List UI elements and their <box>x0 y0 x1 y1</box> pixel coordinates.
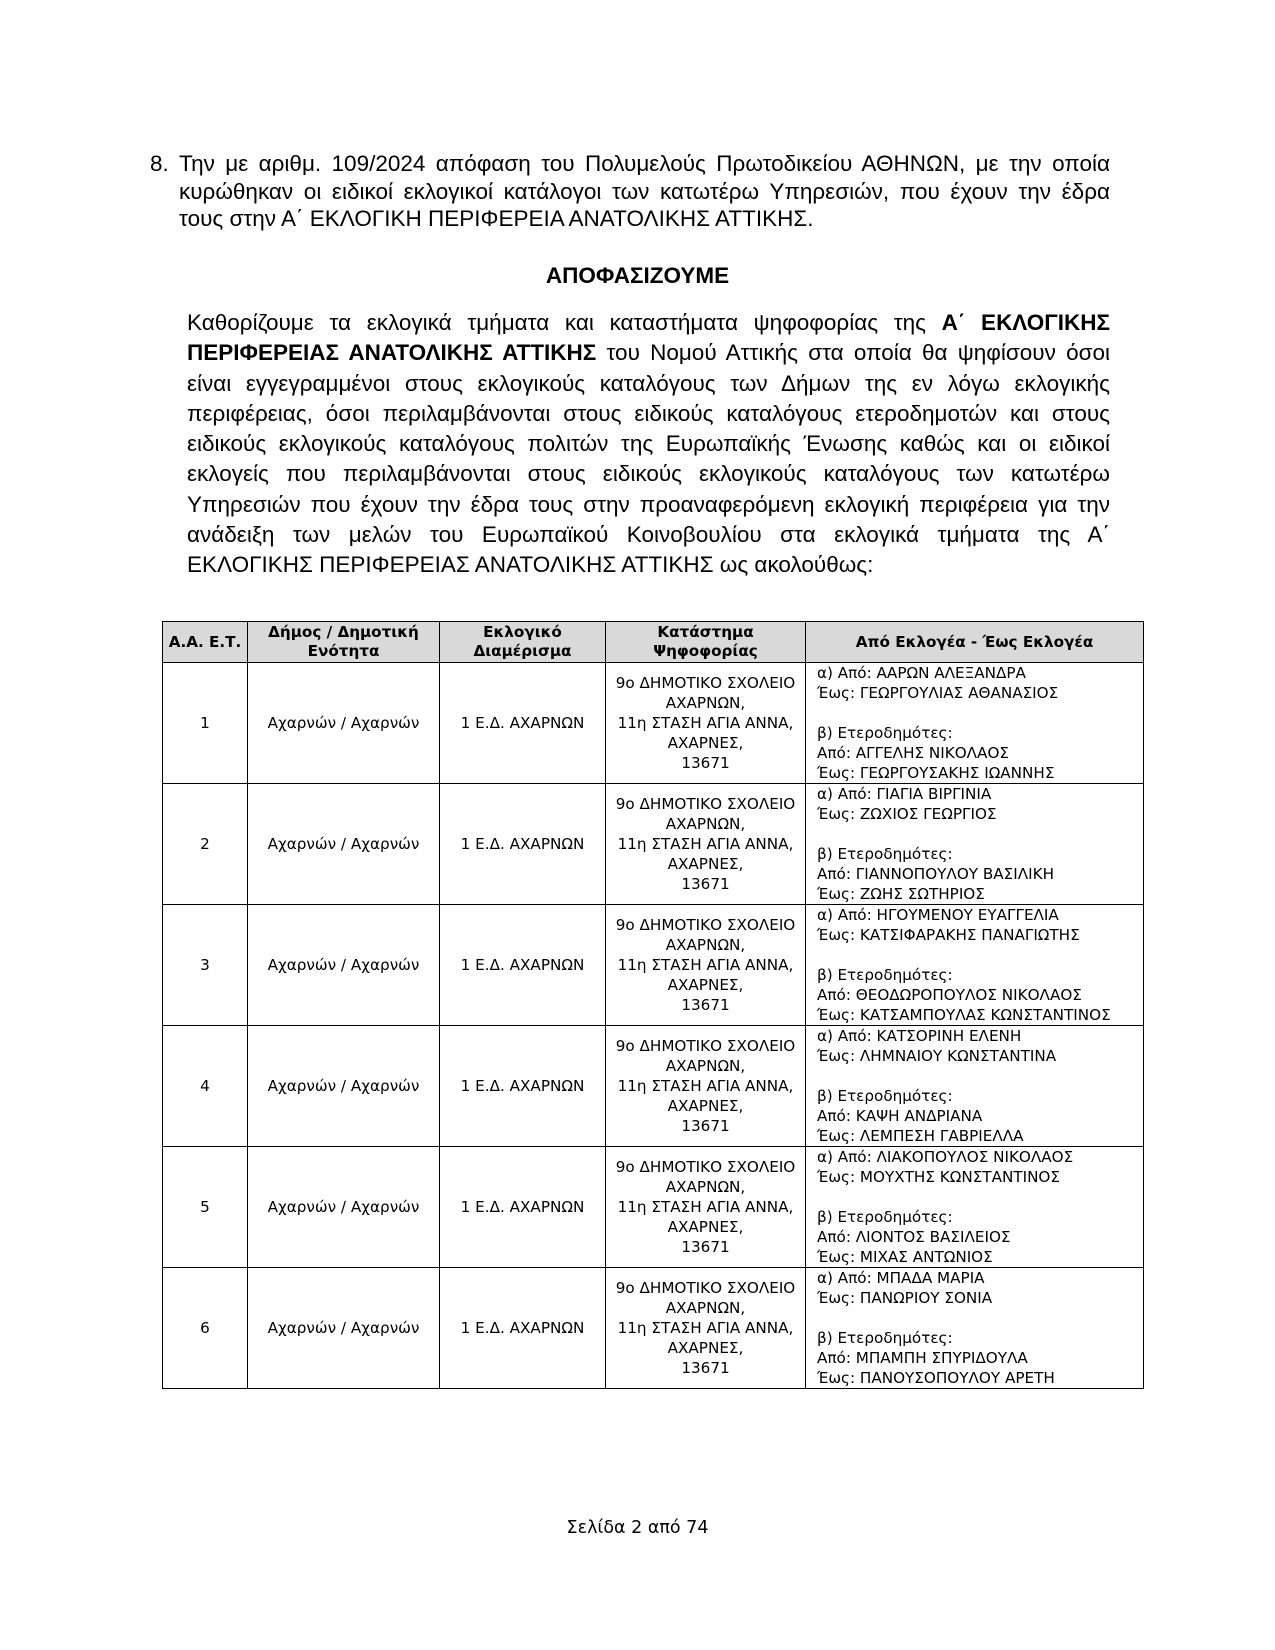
table-header-row <box>163 622 1144 663</box>
cell-katastima <box>606 784 806 905</box>
table-row <box>163 905 1144 1026</box>
katastima-line: 13671 <box>681 996 730 1014</box>
range-line: Έως: ΚΑΤΣΙΦΑΡΑΚΗΣ ΠΑΝΑΓΙΩΤΗΣ <box>817 926 1080 944</box>
page-number: Σελίδα 2 από 74 <box>566 1518 709 1538</box>
range-line: Από: ΘΕΟΔΩΡΟΠΟΥΛΟΣ ΝΙΚΟΛΑΟΣ <box>817 986 1082 1004</box>
katastima-line: 9ο ΔΗΜΟΤΙΚΟ ΣΧΟΛΕΙΟ <box>615 1037 796 1055</box>
cell-aa: 2 <box>163 784 248 905</box>
katastima-line: 11η ΣΤΑΣΗ ΑΓΙΑ ΑΝΝΑ, <box>617 956 794 974</box>
katastima-line: ΑΧΑΡΝΩΝ, <box>665 815 746 833</box>
range-line: Από: ΚΑΨΗ ΑΝΔΡΙΑΝΑ <box>817 1107 983 1125</box>
katastima-line: 9ο ΔΗΜΟΤΙΚΟ ΣΧΟΛΕΙΟ <box>615 674 796 692</box>
cell-aa: 6 <box>163 1268 248 1389</box>
range-line: Από: ΑΓΓΕΛΗΣ ΝΙΚΟΛΑΟΣ <box>817 744 1009 762</box>
range-line: Έως: ΚΑΤΣΑΜΠΟΥΛΑΣ ΚΩΝΣΤΑΝΤΙΝΟΣ <box>817 1006 1111 1024</box>
cell-katastima <box>606 1026 806 1147</box>
cell-diamerisma: 1 Ε.Δ. ΑΧΑΡΝΩΝ <box>440 905 606 1026</box>
cell-katastima <box>606 1147 806 1268</box>
cell-range <box>806 663 1144 784</box>
cell-diamerisma: 1 Ε.Δ. ΑΧΑΡΝΩΝ <box>440 1268 606 1389</box>
cell-aa: 5 <box>163 1147 248 1268</box>
katastima-line: ΑΧΑΡΝΕΣ, <box>667 1218 744 1236</box>
katastima-line: ΑΧΑΡΝΩΝ, <box>665 694 746 712</box>
header-range: Από Εκλογέα - Έως Εκλογέα <box>806 622 1144 663</box>
range-line: β) Ετεροδημότες: <box>817 1087 953 1105</box>
table-row <box>163 1026 1144 1147</box>
decision-heading: ΑΠΟΦΑΣΙΖΟΥΜΕ <box>545 263 730 288</box>
cell-range <box>806 1026 1144 1147</box>
range-line: α) Από: ΜΠΑΔΑ ΜΑΡΙΑ <box>817 1269 985 1287</box>
katastima-line: 9ο ΔΗΜΟΤΙΚΟ ΣΧΟΛΕΙΟ <box>615 916 796 934</box>
cell-katastima <box>606 905 806 1026</box>
range-line: β) Ετεροδημότες: <box>817 1208 953 1226</box>
cell-range <box>806 1268 1144 1389</box>
range-spacer <box>817 824 1143 844</box>
range-line: α) Από: ΛΙΑΚΟΠΟΥΛΟΣ ΝΙΚΟΛΑΟΣ <box>817 1148 1074 1166</box>
range-line: Έως: ΠΑΝΟΥΣΟΠΟΥΛΟΥ ΑΡΕΤΗ <box>817 1369 1055 1387</box>
range-line: Από: ΛΙΟΝΤΟΣ ΒΑΣΙΛΕΙΟΣ <box>817 1228 1011 1246</box>
range-line: Έως: ΓΕΩΡΓΟΥΣΑΚΗΣ ΙΩΑΝΝΗΣ <box>817 764 1055 782</box>
range-line: β) Ετεροδημότες: <box>817 1329 953 1347</box>
range-line: Από: ΜΠΑΜΠΗ ΣΠΥΡΙΔΟΥΛΑ <box>817 1349 1028 1367</box>
cell-dimos: Αχαρνών / Αχαρνών <box>248 1026 440 1147</box>
decision-text-part2: του Νομού Αττικής στα οποία θα ψηφίσουν όσοι είναι εγγεγραμμένοι στους εκλογικούς καταλόγους των Δήμων της εν λόγω εκλογικής περιφέρειας, όσοι περιλαμβάνονται στους ειδικούς καταλόγους ετεροδημοτών και στους ειδικούς εκλογικούς καταλόγους πολιτών της Ευρωπαϊκής Ένωσης καθώς και οι ειδικοί εκλογείς που περιλαμβάνονται στους ειδικούς εκλογικούς καταλόγους των κατωτέρω Υπηρεσιών που έχουν την έδρα τους στην προαναφερόμενη εκλογική περιφέρεια για την ανάδειξη των μελών του Ευρωπαϊκού Κοινοβουλίου στα εκλογικά τμήματα της Α΄ ΕΚΛΟΓΙΚΗΣ ΠΕΡΙΦΕΡΕΙΑΣ ΑΝΑΤΟΛΙΚΗΣ ΑΤΤΙΚΗΣ ως ακολούθως: <box>187 340 1110 578</box>
range-line: Έως: ΖΩΧΙΟΣ ΓΕΩΡΓΙΟΣ <box>817 805 997 823</box>
katastima-line: 9ο ΔΗΜΟΤΙΚΟ ΣΧΟΛΕΙΟ <box>615 1279 796 1297</box>
range-line: Από: ΓΙΑΝΝΟΠΟΥΛΟΥ ΒΑΣΙΛΙΚΗ <box>817 865 1055 883</box>
header-diamerisma: Εκλογικό Διαμέρισμα <box>440 622 606 663</box>
katastima-line: 11η ΣΤΑΣΗ ΑΓΙΑ ΑΝΝΑ, <box>617 835 794 853</box>
range-line: α) Από: ΚΑΤΣΟΡΙΝΗ ΕΛΕΝΗ <box>817 1027 1022 1045</box>
katastima-line: ΑΧΑΡΝΕΣ, <box>667 734 744 752</box>
range-line: Έως: ΠΑΝΩΡΙΟΥ ΣΟΝΙΑ <box>817 1289 993 1307</box>
cell-diamerisma: 1 Ε.Δ. ΑΧΑΡΝΩΝ <box>440 1147 606 1268</box>
cell-dimos: Αχαρνών / Αχαρνών <box>248 784 440 905</box>
table-row <box>163 663 1144 784</box>
katastima-line: 13671 <box>681 1238 730 1256</box>
range-spacer <box>817 1187 1143 1207</box>
cell-aa: 3 <box>163 905 248 1026</box>
range-spacer <box>817 945 1143 965</box>
range-line: Έως: ΜΟΥΧΤΗΣ ΚΩΝΣΤΑΝΤΙΝΟΣ <box>817 1168 1060 1186</box>
cell-dimos: Αχαρνών / Αχαρνών <box>248 905 440 1026</box>
cell-katastima <box>606 663 806 784</box>
cell-aa: 4 <box>163 1026 248 1147</box>
decision-paragraph <box>187 308 1110 581</box>
katastima-line: ΑΧΑΡΝΩΝ, <box>665 936 746 954</box>
katastima-line: ΑΧΑΡΝΩΝ, <box>665 1299 746 1317</box>
decision-text-part1: Καθορίζουμε τα εκλογικά τμήματα και καταστήματα ψηφοφορίας της <box>187 310 942 335</box>
katastima-line: 13671 <box>681 1359 730 1377</box>
table-row <box>163 1147 1144 1268</box>
cell-range <box>806 784 1144 905</box>
katastima-line: ΑΧΑΡΝΩΝ, <box>665 1178 746 1196</box>
table-body <box>163 663 1144 1389</box>
list-item-text: Την με αριθμ. 109/2024 απόφαση του Πολυμελούς Πρωτοδικείου ΑΘΗΝΩΝ, με την οποία κυρώθηκαν οι ειδικοί εκλογικοί κατάλογοι των κατωτέρω Υπηρεσιών, που έχουν την έδρα τους στην Α΄ ΕΚΛΟΓΙΚΗ ΠΕΡΙΦΕΡΕΙΑ ΑΝΑΤΟΛΙΚΗΣ ΑΤΤΙΚΗΣ. <box>179 151 1110 231</box>
katastima-line: 13671 <box>681 1117 730 1135</box>
katastima-line: ΑΧΑΡΝΕΣ, <box>667 1097 744 1115</box>
range-spacer <box>817 1308 1143 1328</box>
cell-aa: 1 <box>163 663 248 784</box>
cell-dimos: Αχαρνών / Αχαρνών <box>248 1268 440 1389</box>
katastima-line: 9ο ΔΗΜΟΤΙΚΟ ΣΧΟΛΕΙΟ <box>615 1158 796 1176</box>
range-spacer <box>817 703 1143 723</box>
cell-range <box>806 905 1144 1026</box>
range-line: α) Από: ΓΙΑΓΙΑ ΒΙΡΓΙΝΙΑ <box>817 785 992 803</box>
range-line: Έως: ΖΩΗΣ ΣΩΤΗΡΙΟΣ <box>817 885 985 903</box>
range-line: β) Ετεροδημότες: <box>817 966 953 984</box>
katastima-line: ΑΧΑΡΝΕΣ, <box>667 855 744 873</box>
katastima-line: 13671 <box>681 875 730 893</box>
range-line: Έως: ΛΗΜΝΑΙΟΥ ΚΩΝΣΤΑΝΤΙΝΑ <box>817 1047 1057 1065</box>
range-line: β) Ετεροδημότες: <box>817 724 953 742</box>
range-line: Έως: ΜΙΧΑΣ ΑΝΤΩΝΙΟΣ <box>817 1248 993 1266</box>
cell-diamerisma: 1 Ε.Δ. ΑΧΑΡΝΩΝ <box>440 784 606 905</box>
cell-range <box>806 1147 1144 1268</box>
cell-katastima <box>606 1268 806 1389</box>
katastima-line: 11η ΣΤΑΣΗ ΑΓΙΑ ΑΝΝΑ, <box>617 1077 794 1095</box>
range-line: β) Ετεροδημότες: <box>817 845 953 863</box>
katastima-line: 11η ΣΤΑΣΗ ΑΓΙΑ ΑΝΝΑ, <box>617 1198 794 1216</box>
cell-diamerisma: 1 Ε.Δ. ΑΧΑΡΝΩΝ <box>440 1026 606 1147</box>
header-dimos: Δήμος / Δημοτική Ενότητα <box>248 622 440 663</box>
cell-dimos: Αχαρνών / Αχαρνών <box>248 663 440 784</box>
katastima-line: 9ο ΔΗΜΟΤΙΚΟ ΣΧΟΛΕΙΟ <box>615 795 796 813</box>
header-aa: Α.Α. Ε.Τ. <box>163 622 248 663</box>
range-line: Έως: ΛΕΜΠΕΣΗ ΓΑΒΡΙΕΛΛΑ <box>817 1127 1024 1145</box>
range-line: Έως: ΓΕΩΡΓΟΥΛΙΑΣ ΑΘΑΝΑΣΙΟΣ <box>817 684 1059 702</box>
cell-diamerisma: 1 Ε.Δ. ΑΧΑΡΝΩΝ <box>440 663 606 784</box>
decision-bold-region: Α΄ ΕΚΛΟΓΙΚΗΣ ΠΕΡΙΦΕΡΕΙΑΣ ΑΝΑΤΟΛΙΚΗΣ ΑΤΤΙΚΗΣ <box>187 310 1110 366</box>
table-row <box>163 1268 1144 1389</box>
katastima-line: ΑΧΑΡΝΩΝ, <box>665 1057 746 1075</box>
katastima-line: ΑΧΑΡΝΕΣ, <box>667 976 744 994</box>
range-line: α) Από: ΗΓΟΥΜΕΝΟΥ ΕΥΑΓΓΕΛΙΑ <box>817 906 1059 924</box>
list-item-number: 8. <box>150 151 169 176</box>
katastima-line: 13671 <box>681 754 730 772</box>
range-line: α) Από: ΑΑΡΩΝ ΑΛΕΞΑΝΔΡΑ <box>817 664 1026 682</box>
range-spacer <box>817 1066 1143 1086</box>
cell-dimos: Αχαρνών / Αχαρνών <box>248 1147 440 1268</box>
polling-sections-table <box>162 621 1144 1389</box>
katastima-line: ΑΧΑΡΝΕΣ, <box>667 1339 744 1357</box>
list-item-8 <box>150 150 1110 233</box>
table-row <box>163 784 1144 905</box>
header-katastima: Κατάστημα Ψηφοφορίας <box>606 622 806 663</box>
katastima-line: 11η ΣΤΑΣΗ ΑΓΙΑ ΑΝΝΑ, <box>617 714 794 732</box>
katastima-line: 11η ΣΤΑΣΗ ΑΓΙΑ ΑΝΝΑ, <box>617 1319 794 1337</box>
